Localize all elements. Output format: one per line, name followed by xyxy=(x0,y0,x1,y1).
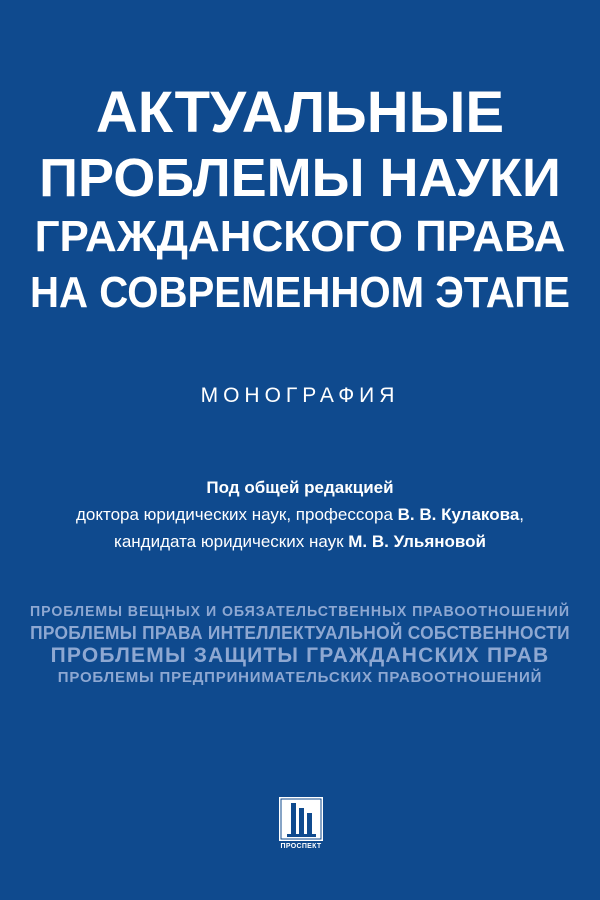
topics-list xyxy=(0,604,600,685)
publisher-logo xyxy=(268,797,334,859)
title-line-1: АКТУАЛЬНЫЕ xyxy=(95,80,505,145)
editor-1-name: В. В. Кулакова xyxy=(397,505,520,524)
editors-lead: Под общей редакцией xyxy=(206,478,394,497)
editor-2-title: кандидата юридических наук xyxy=(114,532,349,551)
publisher-name: ПРОСПЕКТ xyxy=(280,843,322,850)
title-line-4: НА СОВРЕМЕННОМ ЭТАПЕ xyxy=(30,268,570,317)
topic-3: ПРОБЛЕМЫ ЗАЩИТЫ ГРАЖДАНСКИХ ПРАВ xyxy=(50,643,550,667)
topic-2: ПРОБЛЕМЫ ПРАВА ИНТЕЛЛЕКТУАЛЬНОЙ СОБСТВЕННОСТИ xyxy=(30,622,570,643)
book-genre: МОНОГРАФИЯ xyxy=(200,384,400,407)
title-line-2: ПРОБЛЕМЫ НАУКИ xyxy=(39,148,561,208)
title-line-3: ГРАЖДАНСКОГО ПРАВА xyxy=(34,212,566,261)
book-title xyxy=(0,80,600,317)
editor-2-name: М. В. Ульяновой xyxy=(348,532,486,551)
publisher-logo-icon xyxy=(279,797,323,841)
topic-1: ПРОБЛЕМЫ ВЕЩНЫХ И ОБЯЗАТЕЛЬСТВЕННЫХ ПРАВООТНОШЕНИЙ xyxy=(30,603,570,620)
editor-line-1 xyxy=(0,501,600,528)
topic-4: ПРОБЛЕМЫ ПРЕДПРИНИМАТЕЛЬСКИХ ПРАВООТНОШЕНИЙ xyxy=(57,668,543,686)
editor-line-2 xyxy=(0,528,600,555)
editor-1-suffix: , xyxy=(519,505,525,524)
editor-1-title: доктора юридических наук, профессора xyxy=(75,505,398,524)
editors-block xyxy=(0,474,600,555)
